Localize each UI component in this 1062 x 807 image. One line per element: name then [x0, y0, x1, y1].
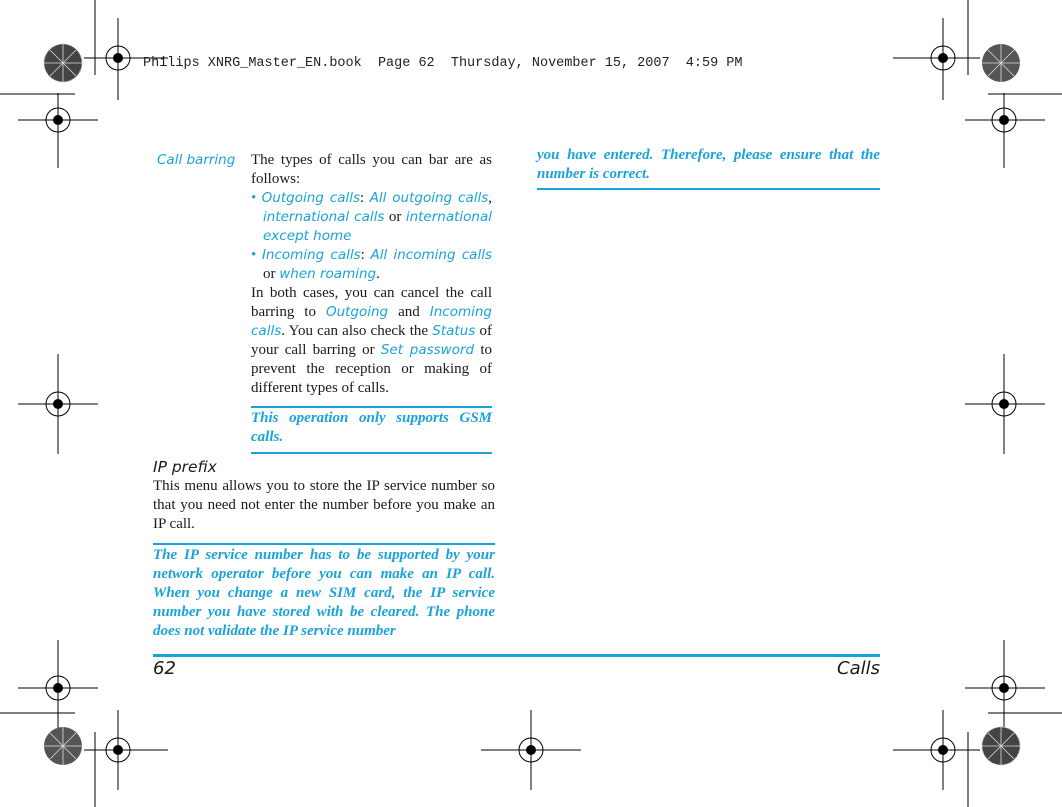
section-title: Calls — [837, 658, 880, 679]
bullet-option: All outgoing calls — [369, 190, 489, 206]
note-rule-bottom — [537, 188, 880, 190]
ip-prefix-body: This menu allows you to store the IP service number so that you need not enter the number before you make an IP call. — [153, 478, 495, 532]
bullet-incoming: • Incoming calls: All incoming calls or when roaming. — [251, 247, 492, 282]
ip-prefix-heading: IP prefix — [153, 458, 217, 476]
bullet-option: international calls — [263, 209, 385, 225]
note-rule-bottom — [251, 452, 492, 454]
menu-ref-set-password: Set password — [380, 342, 475, 358]
call-barring-content — [251, 151, 492, 454]
ip-prefix-note-block — [153, 543, 495, 641]
page-number: 62 — [153, 658, 176, 679]
ip-prefix-note: The IP service number has to be supported by your network operator before you can make an IP call. When you change a new SIM card, the IP service number you have stored with be cleared. The phone does not validate the IP service number — [153, 547, 495, 639]
call-barring-label: Call barring — [157, 152, 236, 168]
bullet-dot: • — [251, 247, 262, 263]
menu-ref-incoming: Incoming calls — [251, 304, 492, 339]
continued-note: you have entered. Therefore, please ensure that the number is correct. — [537, 147, 880, 182]
bullet-dot: • — [251, 190, 262, 206]
menu-ref-outgoing: Outgoing — [325, 304, 389, 320]
menu-ref-status: Status — [432, 323, 476, 339]
gsm-note: This operation only supports GSM calls. — [251, 410, 492, 445]
print-header: Philips XNRG_Master_EN.book Page 62 Thursday, November 15, 2007 4:59 PM — [143, 56, 743, 71]
bullet-option: All incoming calls — [370, 247, 492, 263]
bullet-option: international except home — [263, 209, 492, 244]
bullet-term: Outgoing calls — [261, 190, 361, 206]
note-rule-top — [251, 406, 492, 408]
bullet-outgoing: • Outgoing calls: All outgoing calls, international calls or international except home — [251, 190, 493, 244]
bullet-option: when roaming — [279, 266, 377, 282]
continued-note-block — [537, 146, 880, 190]
bullet-term: Incoming calls — [261, 247, 361, 263]
footer-rule — [153, 654, 880, 657]
call-barring-intro: The types of calls you can bar are as follows: — [251, 152, 492, 187]
note-rule-top — [153, 543, 495, 545]
call-barring-paragraph: In both cases, you can cancel the call barring to Outgoing and Incoming calls. You can also check the Status of your call barring or Set password to prevent the reception or making of different types of calls. — [251, 285, 492, 396]
